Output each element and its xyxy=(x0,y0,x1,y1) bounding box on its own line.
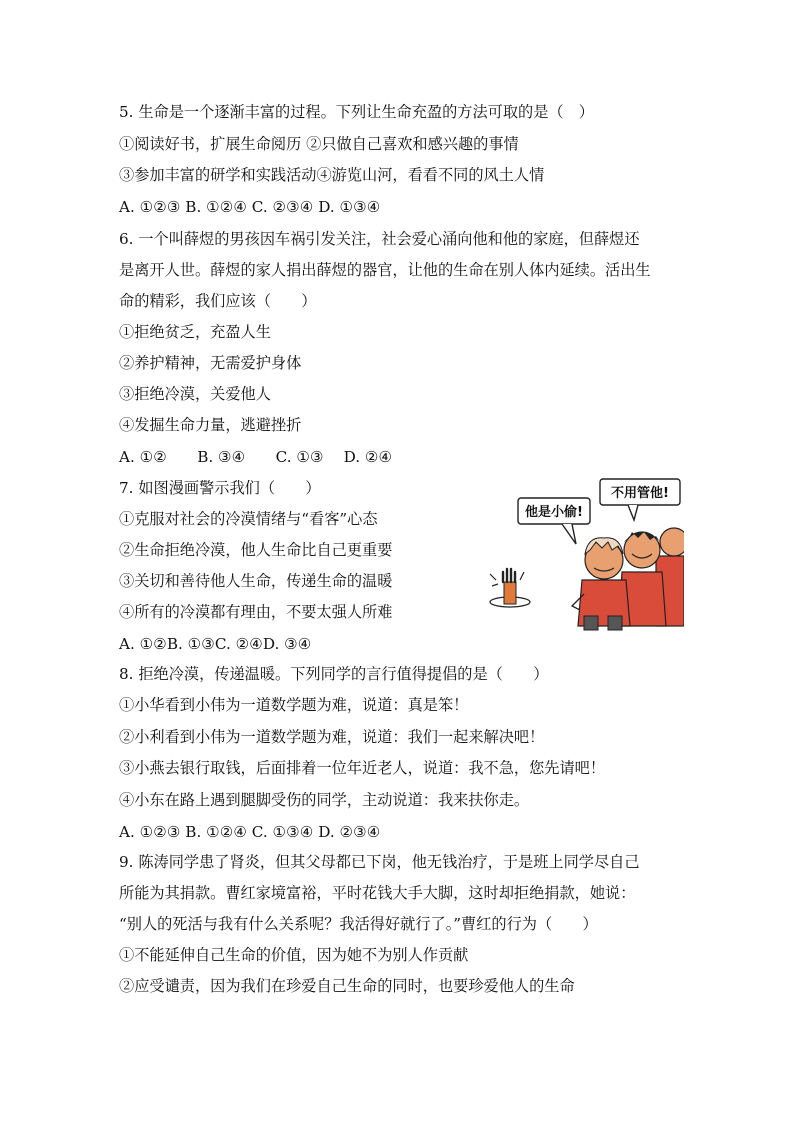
question-8-choices: A. ①②③ B. ①②④ C. ①③④ D. ②③④ xyxy=(119,823,381,841)
question-5-item-1: ①阅读好书，扩展生命阅历 ②只做自己喜欢和感兴趣的事情 xyxy=(119,135,519,153)
question-5-choices: A. ①②③ B. ①②④ C. ②③④ D. ①③④ xyxy=(119,198,381,216)
question-8-item-4: ④小东在路上遇到腿脚受伤的同学，主动说道：我来扶你走。 xyxy=(119,791,530,809)
question-7-choices: A. ①②B. ①③C. ②④D. ③④ xyxy=(119,635,312,653)
question-5-item-2: ③参加丰富的研学和实践活动④游览山河，看看不同的风土人情 xyxy=(119,166,545,184)
speech-bubble-right xyxy=(600,479,680,520)
question-8-stem: 8. 拒绝冷漠，传递温暖。下列同学的言行值得提倡的是（ ） xyxy=(119,665,549,683)
drowning-hand-icon xyxy=(490,569,530,607)
bubble-left-text: 他是小偷! xyxy=(525,505,583,520)
question-6-item-4: ④发掘生命力量，逃避挫折 xyxy=(119,416,302,434)
cartoon-illustration xyxy=(484,476,684,634)
question-8-item-3: ③小燕去银行取钱，后面排着一位年近老人，说道：我不急，您先请吧！ xyxy=(119,759,605,777)
question-6-choices: A. ①② B. ③④ C. ①③ D. ②④ xyxy=(119,448,393,466)
question-6-item-3: ③拒绝冷漠，关爱他人 xyxy=(119,385,271,403)
question-9-item-2: ②应受谴责，因为我们在珍爱自己生命的同时，也要珍爱他人的生命 xyxy=(119,977,575,995)
question-9-item-1: ①不能延伸自己生命的价值，因为她不为别人作贡献 xyxy=(119,946,469,964)
question-8-item-1: ①小华看到小伟为一道数学题为难，说道：真是笨！ xyxy=(119,696,469,714)
question-6-stem-line-2: 是离开人世。薛煜的家人捐出薛煜的器官，让他的生命在别人体内延续。活出生 xyxy=(119,261,651,279)
question-8-item-2: ②小利看到小伟为一道数学题为难，说道：我们一起来解决吧！ xyxy=(119,728,545,746)
onlookers-crowd xyxy=(572,528,684,630)
question-7-item-1: ①克服对社会的冷漠情绪与“看客”心态 xyxy=(119,510,378,528)
question-7-item-3: ③关切和善待他人生命，传递生命的温暖 xyxy=(119,572,393,590)
question-6-item-1: ①拒绝贫乏，充盈人生 xyxy=(119,323,271,341)
bubble-right-text: 不用管他! xyxy=(611,486,669,501)
question-9-stem-line-2: 所能为其捐款。曹红家境富裕，平时花钱大手大脚，这时却拒绝捐款，她说： xyxy=(119,884,636,902)
question-6-stem-line-1: 6. 一个叫薛煜的男孩因车祸引发关注，社会爱心涌向他和他的家庭，但薛煜还 xyxy=(119,230,640,248)
question-6-item-2: ②养护精神，无需爱护身体 xyxy=(119,354,302,372)
question-7-stem: 7. 如图漫画警示我们（ ） xyxy=(119,479,321,497)
speech-bubble-left xyxy=(518,498,590,544)
question-7-item-2: ②生命拒绝冷漠，他人生命比自己更重要 xyxy=(119,541,393,559)
question-9-stem-line-3: “别人的死活与我有什么关系呢？我活得好就行了。”曹红的行为（ ） xyxy=(119,915,598,933)
question-9-stem-line-1: 9. 陈涛同学患了肾炎，但其父母都已下岗，他无钱治疗，于是班上同学尽自己 xyxy=(119,853,640,871)
question-5-stem: 5. 生命是一个逐渐丰富的过程。下列让生命充盈的方法可取的是（ ） xyxy=(119,103,594,121)
question-7-item-4: ④所有的冷漠都有理由，不要太强人所难 xyxy=(119,603,393,621)
question-6-stem-line-3: 命的精彩，我们应该（ ） xyxy=(119,292,317,310)
